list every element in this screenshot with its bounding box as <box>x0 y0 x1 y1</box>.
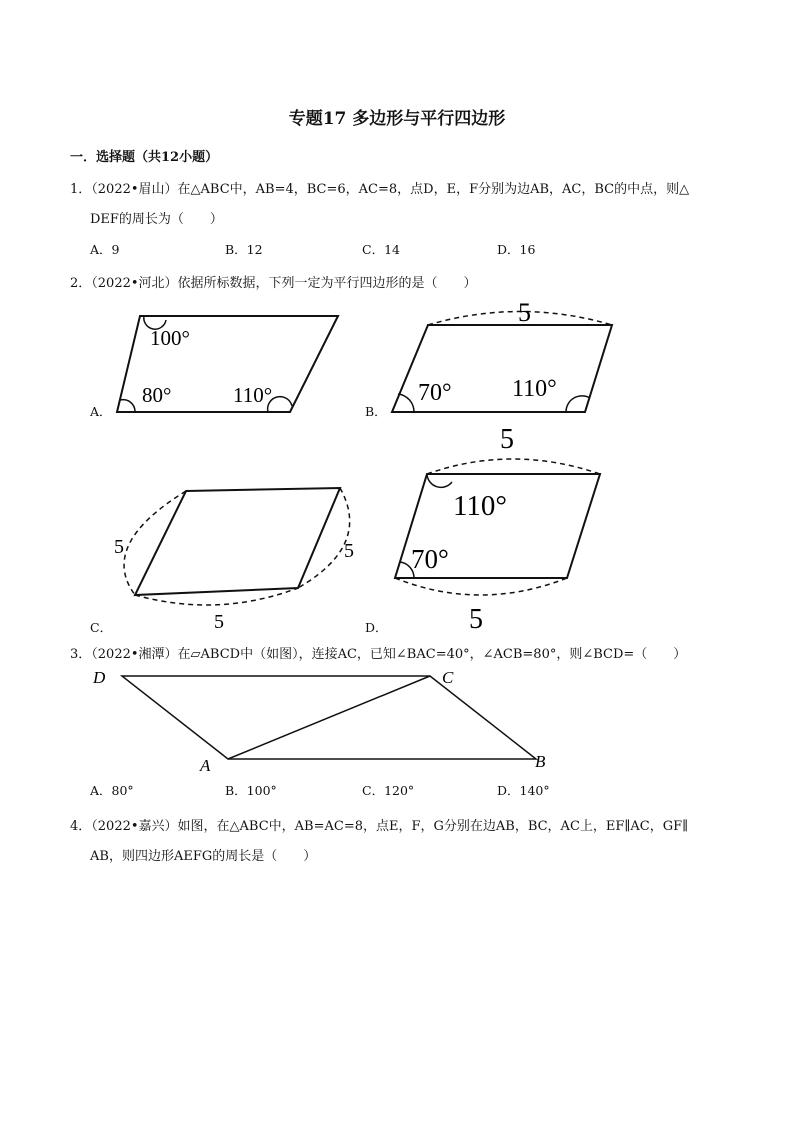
figure-a <box>117 316 338 412</box>
section-heading: 一．选择题（共12小题） <box>70 150 219 165</box>
q3-option-d: D．140° <box>497 783 550 798</box>
q4-line2: AB，则四边形AEFG的周长是（ ） <box>90 849 317 864</box>
dashed-arc-d-top <box>427 459 600 474</box>
page-title: 专题17 多边形与平行四边形 <box>288 109 506 129</box>
fig-c-side-bottom: 5 <box>214 611 224 633</box>
q1-line2: DEF的周长为（ ） <box>90 212 223 227</box>
fig-d-angle-top: 110° <box>453 490 508 522</box>
angle-arc-b1 <box>398 394 414 412</box>
point-b-label: B <box>535 752 546 771</box>
fig-d-side-top: 5 <box>500 424 514 455</box>
q2-label-c: C． <box>90 620 113 635</box>
q3-option-b: B．100° <box>225 783 277 798</box>
point-c-label: C <box>442 668 454 687</box>
angle-arc-d1 <box>427 474 452 487</box>
fig-a-angle-bottom-right: 110° <box>233 383 273 407</box>
fig-a-angle-top: 100° <box>150 326 190 350</box>
q3-option-c: C．120° <box>362 783 415 798</box>
fig-c-side-right: 5 <box>344 540 354 562</box>
q2-label-b: B． <box>365 404 387 419</box>
q3-line1: 3．（2022•湘潭）在▱ABCD中（如图），连接AC，已知∠BAC=40°，∠ACB=80°，则∠BCD=（ ） <box>70 647 687 662</box>
point-d-label: D <box>93 668 106 687</box>
fig-c-side-left: 5 <box>114 536 124 558</box>
dashed-arc-c-left <box>124 491 186 595</box>
figure-d <box>395 424 600 635</box>
fig-b-angle-left: 70° <box>418 380 452 406</box>
q2-label-a: A． <box>90 404 112 419</box>
figure-q3 <box>92 668 546 775</box>
point-a-label: A <box>200 756 211 775</box>
q2-label-d: D． <box>365 620 388 635</box>
fig-d-angle-bottom: 70° <box>411 544 449 574</box>
dashed-arc-d-bottom <box>395 578 567 595</box>
fig-b-angle-right: 110° <box>512 376 557 402</box>
q4-line1: 4．（2022•嘉兴）如图，在△ABC中，AB=AC=8，点E，F，G分别在边AB，BC，AC上，EF∥AC，GF∥ <box>70 819 689 834</box>
q1-option-b: B．12 <box>225 242 263 257</box>
fig-d-side-bottom: 5 <box>469 604 483 635</box>
q2-line1: 2．（2022•河北）依据所标数据，下列一定为平行四边形的是（ ） <box>70 276 477 291</box>
q1-option-c: C．14 <box>362 242 400 257</box>
parallelogram-c <box>135 488 340 595</box>
q1-option-d: D．16 <box>497 242 536 257</box>
fig-a-angle-bottom-left: 80° <box>142 383 172 407</box>
dashed-arc-c-right <box>298 488 350 588</box>
fig-b-side-length: 5 <box>518 298 531 327</box>
diagonal-ac <box>228 676 430 759</box>
q1-line1: 1．（2022•眉山）在△ABC中，AB=4，BC=6，AC=8，点D，E，F分别为边AB，AC，BC的中点，则△ <box>70 182 690 197</box>
figure-b <box>392 298 612 412</box>
q1-option-a: A．9 <box>90 242 120 257</box>
figure-c <box>114 488 354 633</box>
q3-option-a: A．80° <box>90 783 134 798</box>
angle-arc-a2 <box>120 400 135 412</box>
